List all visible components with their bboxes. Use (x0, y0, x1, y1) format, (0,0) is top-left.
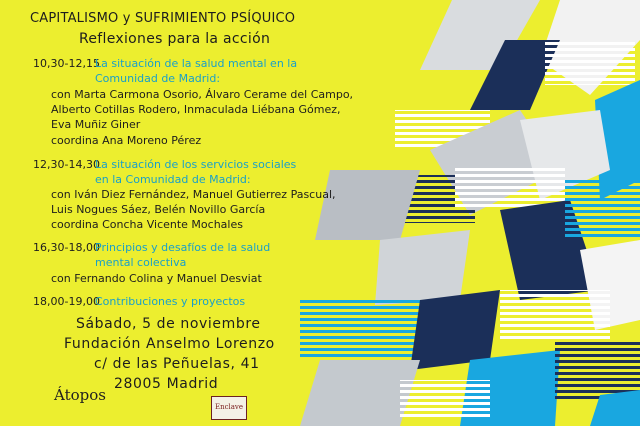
event-city: 28005 Madrid (114, 376, 219, 392)
event-venue: Fundación Anselmo Lorenzo (64, 336, 275, 352)
session-4-time: 18,00-19,00 (33, 295, 100, 308)
event-subtitle: Reflexiones para la acción (79, 31, 271, 47)
session-2-coordinator: coordina Concha Vicente Mochales (51, 218, 243, 231)
session-1-detail-3: Eva Muñiz Giner (51, 118, 141, 131)
session-2-topic-line-1: La situación de los servicios sociales (95, 158, 297, 171)
stripes-navy-2 (555, 340, 640, 400)
session-1-time: 10,30-12,15 (33, 57, 100, 70)
stripes-white-2 (545, 40, 635, 85)
enclave-logo-text: Enclave (214, 403, 244, 411)
session-1-topic-line-2: Comunidad de Madrid: (95, 72, 221, 85)
event-date: Sábado, 5 de noviembre (76, 316, 261, 332)
shape-gray-4 (375, 230, 470, 305)
session-1-coordinator: coordina Ana Moreno Pérez (51, 134, 202, 147)
atopos-logo: Átopos (54, 386, 106, 404)
session-2-topic-line-2: en la Comunidad de Madrid: (95, 173, 251, 186)
stripes-white-4 (500, 290, 610, 340)
session-2-time: 12,30-14,30 (33, 158, 100, 171)
session-3-topic-line-2: mental colectiva (95, 256, 187, 269)
session-4-topic-line-1: Contribuciones y proyectos (95, 295, 246, 308)
stripes-white-3 (455, 165, 565, 207)
session-3-topic-line-1: Principios y desafíos de la salud (95, 241, 271, 254)
stripes-white-5 (400, 380, 490, 420)
enclave-logo (211, 396, 247, 420)
stripes-blue-2 (300, 300, 420, 360)
event-title: CAPITALISMO y SUFRIMIENTO PSÍQUICO (30, 11, 296, 26)
event-street: c/ de las Peñuelas, 41 (94, 356, 260, 372)
session-3-detail-1: con Fernando Colina y Manuel Desviat (51, 272, 262, 285)
session-3-time: 16,30-18,00 (33, 241, 100, 254)
session-2-detail-1: con Iván Diez Fernández, Manuel Gutierrez Pascual, (51, 188, 336, 201)
stripes-blue-1 (565, 180, 640, 240)
shape-gray-3 (315, 170, 420, 240)
session-1-topic-line-1: La situación de la salud mental en la (95, 57, 298, 70)
session-1-detail-1: con Marta Carmona Osorio, Álvaro Cerame del Campo, (51, 88, 354, 101)
shape-navy-3 (410, 290, 500, 370)
session-2-detail-2: Luis Nogues Sáez, Belén Novillo García (51, 203, 266, 216)
session-1-detail-2: Alberto Cotillas Rodero, Inmaculada Liébana Gómez, (51, 103, 341, 116)
